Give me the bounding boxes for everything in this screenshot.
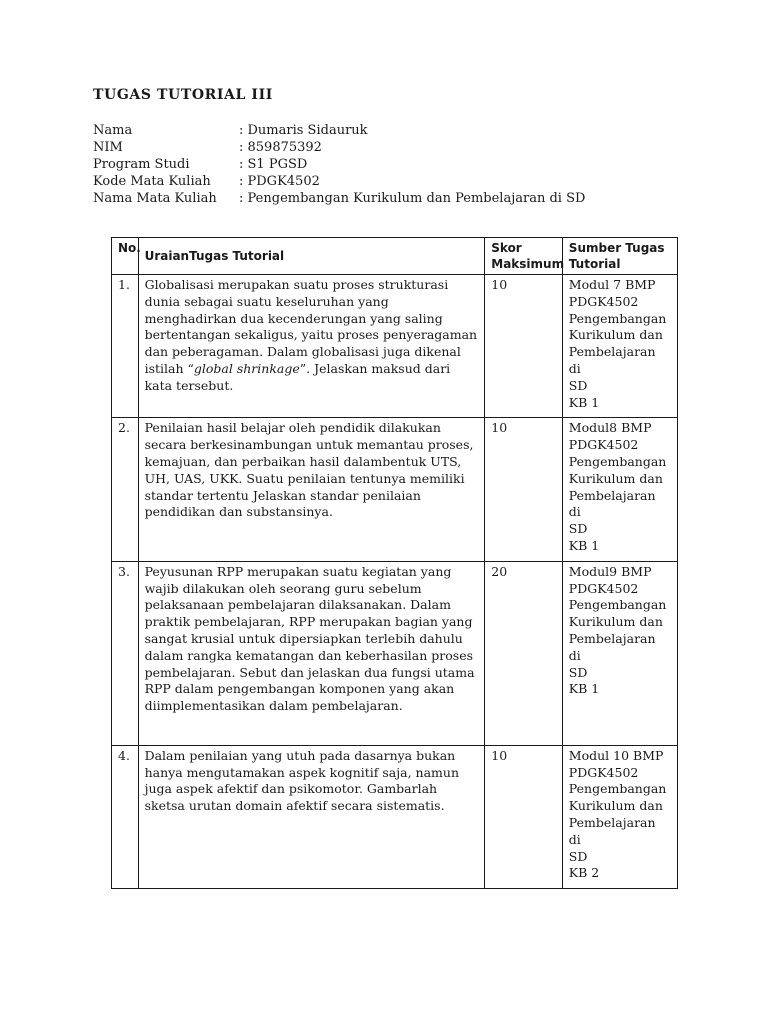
source-line: Pengembangan bbox=[568, 597, 667, 613]
header-score: Skor Maksimum bbox=[485, 238, 563, 275]
source-line: Modul 10 BMP bbox=[568, 747, 664, 763]
source-line: KB 1 bbox=[568, 394, 600, 410]
info-value: : S1 PGSD bbox=[239, 157, 308, 172]
info-label: NIM bbox=[93, 140, 123, 155]
info-label: Nama bbox=[93, 123, 133, 138]
row-number: 3. bbox=[112, 561, 139, 745]
description-emphasis: global shrinkage bbox=[193, 360, 300, 376]
source-line: Modul9 BMP bbox=[568, 563, 652, 579]
source-line: Kurikulum dan bbox=[568, 798, 663, 814]
table-header-row bbox=[112, 238, 678, 275]
info-row-kode-mata-kuliah bbox=[93, 173, 585, 190]
table-row bbox=[112, 275, 678, 418]
source-line: Modul8 BMP bbox=[568, 420, 652, 436]
row-source bbox=[562, 745, 677, 888]
row-number: 4. bbox=[112, 745, 139, 888]
source-line: Pembelajaran di bbox=[568, 630, 656, 663]
info-row-nim bbox=[93, 139, 585, 156]
source-line: Pengembangan bbox=[568, 781, 667, 797]
source-line: PDGK4502 bbox=[568, 437, 639, 453]
header-no: No. bbox=[112, 238, 139, 275]
row-description: Penilaian hasil belajar oleh pendidik dilakukan secara berkesinambungan untuk memantau proses, kemajuan, dan perbaikan hasil dalambentuk UTS, UH, UAS, UKK. Suatu penilaian tentunya memiliki standar tertentu Jelaskan standar penilaian pendidikan dan substansinya. bbox=[138, 418, 485, 561]
source-line: PDGK4502 bbox=[568, 293, 639, 309]
source-line: KB 1 bbox=[568, 681, 600, 697]
student-info bbox=[93, 122, 585, 207]
row-source bbox=[562, 418, 677, 561]
row-score: 10 bbox=[485, 418, 563, 561]
source-line: Pembelajaran di bbox=[568, 487, 656, 520]
source-line: Pembelajaran di bbox=[568, 344, 656, 376]
row-score: 10 bbox=[485, 275, 563, 418]
source-line: Modul 7 BMP bbox=[568, 277, 656, 292]
source-line: PDGK4502 bbox=[568, 580, 639, 596]
source-line: Kurikulum dan bbox=[568, 470, 663, 486]
table-row bbox=[112, 561, 678, 745]
row-score: 20 bbox=[485, 561, 563, 745]
source-line: SD bbox=[568, 664, 588, 680]
source-line: Kurikulum dan bbox=[568, 327, 663, 343]
info-label: Nama Mata Kuliah bbox=[93, 191, 217, 206]
info-value: : 859875392 bbox=[239, 140, 322, 155]
source-line: Pengembangan bbox=[568, 310, 667, 326]
row-description bbox=[138, 275, 485, 418]
description-text: Globalisasi merupakan suatu proses strukturasi dunia sebagai suatu keseluruhan yang menghadirkan dua kecenderungan yang saling bertentangan sekaligus, yaitu proses penyeragaman dan peberagaman. Dalam globalisasi juga dikenal istilah “ bbox=[144, 277, 478, 376]
source-line: Kurikulum dan bbox=[568, 614, 663, 630]
table-row bbox=[112, 418, 678, 561]
table-row bbox=[112, 745, 678, 888]
source-line: KB 1 bbox=[568, 537, 600, 553]
source-line: Pengembangan bbox=[568, 453, 667, 469]
header-description: UraianTugas Tutorial bbox=[138, 238, 485, 275]
source-line: SD bbox=[568, 521, 588, 537]
info-value: : PDGK4502 bbox=[239, 174, 320, 189]
row-source bbox=[562, 561, 677, 745]
source-line: KB 2 bbox=[568, 865, 600, 881]
source-line: SD bbox=[568, 377, 588, 393]
description-text: ”. Jelaskan maksud dari kata tersebut. bbox=[144, 360, 451, 393]
row-description: Dalam penilaian yang utuh pada dasarnya bukan hanya mengutamakan aspek kognitif saja, namun juga aspek afektif dan psikomotor. Gambarlah sketsa urutan domain afektif secara sistematis. bbox=[138, 745, 485, 888]
info-row-program-studi bbox=[93, 156, 585, 173]
source-line: SD bbox=[568, 848, 588, 864]
task-table bbox=[111, 237, 678, 889]
header-source: Sumber Tugas Tutorial bbox=[562, 238, 677, 275]
row-source bbox=[562, 275, 677, 418]
row-number: 1. bbox=[112, 275, 139, 418]
info-label: Program Studi bbox=[93, 157, 190, 172]
source-line: PDGK4502 bbox=[568, 764, 639, 780]
info-row-nama-mata-kuliah bbox=[93, 190, 585, 207]
info-value: : Dumaris Sidauruk bbox=[239, 123, 368, 138]
document-title: TUGAS TUTORIAL III bbox=[93, 87, 273, 103]
source-line: Pembelajaran di bbox=[568, 814, 656, 847]
info-value: : Pengembangan Kurikulum dan Pembelajaran di SD bbox=[239, 191, 586, 206]
row-score: 10 bbox=[485, 745, 563, 888]
row-description: Peyusunan RPP merupakan suatu kegiatan yang wajib dilakukan oleh seorang guru sebelum pelaksanaan pembelajaran dilaksanakan. Dalam praktik pembelajaran, RPP merupakan bagian yang sangat krusial untuk dipersiapkan terlebih dahulu dalam rangka kematangan dan keberhasilan proses pembelajaran. Sebut dan jelaskan dua fungsi utama RPP dalam pengembangan komponen yang akan diimplementasikan dalam pembelajaran. bbox=[138, 561, 485, 745]
info-label: Kode Mata Kuliah bbox=[93, 174, 211, 189]
info-row-nama bbox=[93, 122, 585, 139]
row-number: 2. bbox=[112, 418, 139, 561]
